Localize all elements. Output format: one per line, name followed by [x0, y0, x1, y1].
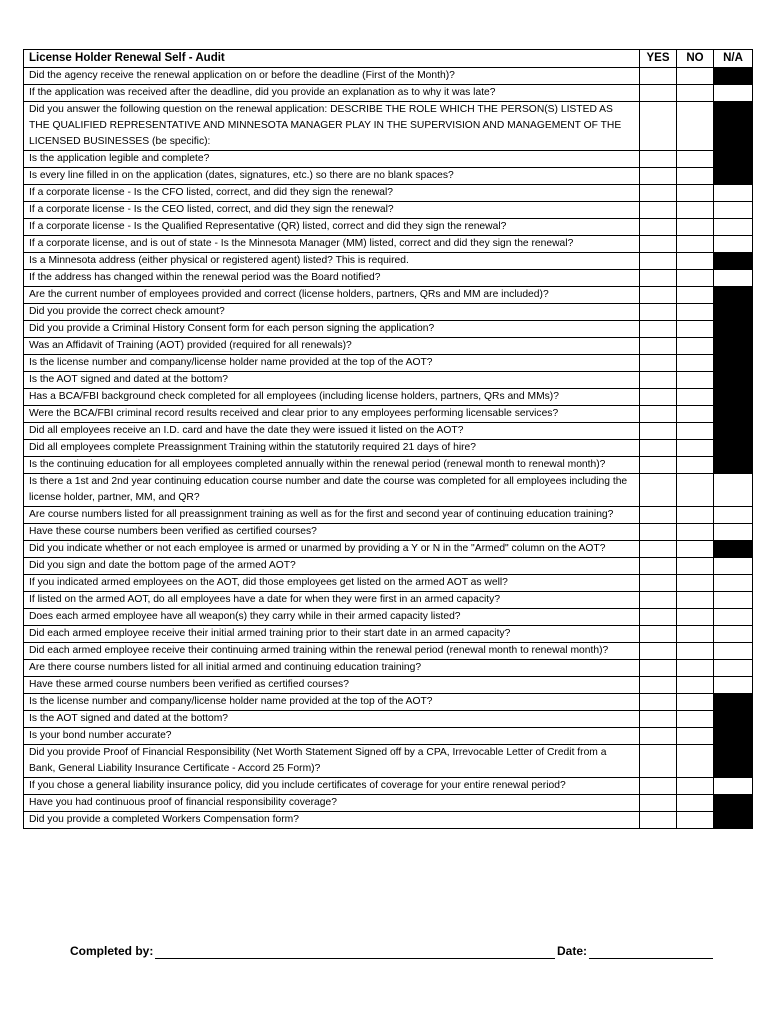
no-answer-cell[interactable] — [677, 558, 714, 575]
audit-questions — [24, 68, 753, 829]
na-answer-cell[interactable] — [714, 524, 753, 541]
no-answer-cell[interactable] — [677, 185, 714, 202]
na-answer-cell — [714, 795, 753, 812]
yes-answer-cell[interactable] — [640, 102, 677, 151]
yes-column-header: YES — [640, 50, 677, 68]
table-row — [24, 219, 753, 236]
no-answer-cell[interactable] — [677, 643, 714, 660]
question-text: If a corporate license - Is the CFO listed, correct, and did they sign the renewal? — [24, 185, 640, 202]
yes-answer-cell[interactable] — [640, 406, 677, 423]
no-answer-cell[interactable] — [677, 304, 714, 321]
table-row — [24, 389, 753, 406]
table-row — [24, 168, 753, 185]
yes-answer-cell[interactable] — [640, 474, 677, 507]
question-text: Did you provide the correct check amount? — [24, 304, 640, 321]
na-answer-cell — [714, 287, 753, 304]
table-row — [24, 660, 753, 677]
question-text: Is the continuing education for all employees completed annually within the renewal period (renewal month to renewal month)? — [24, 457, 640, 474]
table-row — [24, 304, 753, 321]
yes-answer-cell[interactable] — [640, 219, 677, 236]
yes-answer-cell[interactable] — [640, 338, 677, 355]
na-answer-cell — [714, 253, 753, 270]
table-row — [24, 609, 753, 626]
yes-answer-cell[interactable] — [640, 168, 677, 185]
na-answer-cell — [714, 304, 753, 321]
question-text: Did each armed employee receive their initial armed training prior to their start date in an armed capacity? — [24, 626, 640, 643]
na-answer-cell — [714, 745, 753, 778]
table-row — [24, 711, 753, 728]
table-row — [24, 151, 753, 168]
question-text: Have these armed course numbers been verified as certified courses? — [24, 677, 640, 694]
no-answer-cell[interactable] — [677, 236, 714, 253]
na-answer-cell — [714, 321, 753, 338]
question-text: If the application was received after the deadline, did you provide an explanation as to why it was late? — [24, 85, 640, 102]
yes-answer-cell[interactable] — [640, 253, 677, 270]
question-text: Did the agency receive the renewal application on or before the deadline (First of the Month)? — [24, 68, 640, 85]
no-answer-cell[interactable] — [677, 102, 714, 151]
table-row — [24, 643, 753, 660]
yes-answer-cell[interactable] — [640, 304, 677, 321]
yes-answer-cell[interactable] — [640, 694, 677, 711]
yes-answer-cell[interactable] — [640, 321, 677, 338]
na-answer-cell[interactable] — [714, 626, 753, 643]
table-row — [24, 338, 753, 355]
table-row — [24, 85, 753, 102]
yes-answer-cell[interactable] — [640, 626, 677, 643]
table-row — [24, 694, 753, 711]
no-answer-cell[interactable] — [677, 151, 714, 168]
table-row — [24, 321, 753, 338]
question-text: Did you answer the following question on the renewal application: DESCRIBE THE ROLE WHICH THE PERSON(S) LISTED AS THE QUALIFIED REPRESENTATIVE AND MINNESOTA MANAGER PLAY IN THE SUPERVISION AND MANAGEMENT OF THE LICENSED BUSINESSES (be specific): — [24, 102, 640, 151]
date-line[interactable] — [589, 944, 713, 959]
table-row — [24, 524, 753, 541]
table-row — [24, 440, 753, 457]
na-answer-cell — [714, 151, 753, 168]
yes-answer-cell[interactable] — [640, 812, 677, 829]
na-answer-cell[interactable] — [714, 236, 753, 253]
question-text: If a corporate license - Is the CEO listed, correct, and did they sign the renewal? — [24, 202, 640, 219]
question-text: Does each armed employee have all weapon(s) they carry while in their armed capacity listed? — [24, 609, 640, 626]
no-answer-cell[interactable] — [677, 694, 714, 711]
question-text: Have these course numbers been verified as certified courses? — [24, 524, 640, 541]
yes-answer-cell[interactable] — [640, 372, 677, 389]
na-answer-cell[interactable] — [714, 185, 753, 202]
question-text: Did each armed employee receive their continuing armed training within the renewal period (renewal month to renewal month)? — [24, 643, 640, 660]
no-answer-cell[interactable] — [677, 609, 714, 626]
question-text: Is your bond number accurate? — [24, 728, 640, 745]
question-text: Are the current number of employees provided and correct (license holders, partners, QRs and MM are included)? — [24, 287, 640, 304]
yes-answer-cell[interactable] — [640, 524, 677, 541]
table-row — [24, 812, 753, 829]
no-answer-cell[interactable] — [677, 745, 714, 778]
na-answer-cell — [714, 389, 753, 406]
na-answer-cell[interactable] — [714, 592, 753, 609]
question-text: Is every line filled in on the application (dates, signatures, etc.) so there are no blank spaces? — [24, 168, 640, 185]
yes-answer-cell[interactable] — [640, 355, 677, 372]
no-answer-cell[interactable] — [677, 728, 714, 745]
na-column-header: N/A — [714, 50, 753, 68]
table-row — [24, 778, 753, 795]
na-answer-cell[interactable] — [714, 575, 753, 592]
na-answer-cell — [714, 440, 753, 457]
yes-answer-cell[interactable] — [640, 287, 677, 304]
table-row — [24, 795, 753, 812]
question-text: Did all employees complete Preassignment Training within the statutorily required 21 days of hire? — [24, 440, 640, 457]
table-row — [24, 677, 753, 694]
question-text: Was an Affidavit of Training (AOT) provided (required for all renewals)? — [24, 338, 640, 355]
question-text: If you chose a general liability insurance policy, did you include certificates of coverage for your entire renewal period? — [24, 778, 640, 795]
yes-answer-cell[interactable] — [640, 423, 677, 440]
yes-answer-cell[interactable] — [640, 609, 677, 626]
yes-answer-cell[interactable] — [640, 440, 677, 457]
question-text: If you indicated armed employees on the AOT, did those employees get listed on the armed AOT as well? — [24, 575, 640, 592]
yes-answer-cell[interactable] — [640, 507, 677, 524]
question-text: Did all employees receive an I.D. card and have the date they were issued it listed on the AOT? — [24, 423, 640, 440]
no-answer-cell[interactable] — [677, 677, 714, 694]
no-answer-cell[interactable] — [677, 372, 714, 389]
yes-answer-cell[interactable] — [640, 457, 677, 474]
date-label: Date: — [557, 944, 588, 958]
no-answer-cell[interactable] — [677, 795, 714, 812]
na-answer-cell[interactable] — [714, 474, 753, 507]
no-answer-cell[interactable] — [677, 423, 714, 440]
date-field — [557, 943, 713, 959]
yes-answer-cell[interactable] — [640, 745, 677, 778]
na-answer-cell — [714, 711, 753, 728]
table-row — [24, 372, 753, 389]
na-answer-cell[interactable] — [714, 677, 753, 694]
yes-answer-cell[interactable] — [640, 558, 677, 575]
na-answer-cell[interactable] — [714, 660, 753, 677]
no-answer-cell[interactable] — [677, 338, 714, 355]
yes-answer-cell[interactable] — [640, 270, 677, 287]
yes-answer-cell[interactable] — [640, 236, 677, 253]
yes-answer-cell[interactable] — [640, 389, 677, 406]
question-text: Are course numbers listed for all preassignment training as well as for the first and second year of continuing education training? — [24, 507, 640, 524]
table-row — [24, 728, 753, 745]
no-answer-cell[interactable] — [677, 68, 714, 85]
no-answer-cell[interactable] — [677, 270, 714, 287]
table-row — [24, 406, 753, 423]
table-row — [24, 68, 753, 85]
table-row — [24, 575, 753, 592]
na-answer-cell — [714, 406, 753, 423]
question-text: Did you provide a Criminal History Consent form for each person signing the application? — [24, 321, 640, 338]
na-answer-cell[interactable] — [714, 219, 753, 236]
na-answer-cell[interactable] — [714, 643, 753, 660]
yes-answer-cell[interactable] — [640, 85, 677, 102]
question-text: Is the license number and company/license holder name provided at the top of the AOT? — [24, 694, 640, 711]
no-answer-cell[interactable] — [677, 287, 714, 304]
table-row — [24, 355, 753, 372]
table-title: License Holder Renewal Self - Audit — [24, 50, 640, 68]
no-answer-cell[interactable] — [677, 253, 714, 270]
no-answer-cell[interactable] — [677, 85, 714, 102]
no-answer-cell[interactable] — [677, 219, 714, 236]
no-answer-cell[interactable] — [677, 575, 714, 592]
na-answer-cell[interactable] — [714, 558, 753, 575]
yes-answer-cell[interactable] — [640, 660, 677, 677]
self-audit-table — [23, 49, 753, 829]
question-text: Did you provide Proof of Financial Responsibility (Net Worth Statement Signed off by a CPA, Irrevocable Letter of Credit from a Bank, General Liability Insurance Certificate - Accord 25 Form)? — [24, 745, 640, 778]
question-text: Did you provide a completed Workers Compensation form? — [24, 812, 640, 829]
no-answer-cell[interactable] — [677, 626, 714, 643]
no-answer-cell[interactable] — [677, 202, 714, 219]
no-answer-cell[interactable] — [677, 541, 714, 558]
table-row — [24, 202, 753, 219]
table-row — [24, 423, 753, 440]
yes-answer-cell[interactable] — [640, 728, 677, 745]
yes-answer-cell[interactable] — [640, 185, 677, 202]
no-answer-cell[interactable] — [677, 389, 714, 406]
question-text: Is a Minnesota address (either physical or registered agent) listed? This is required. — [24, 253, 640, 270]
yes-answer-cell[interactable] — [640, 575, 677, 592]
yes-answer-cell[interactable] — [640, 541, 677, 558]
completed-by-signature-line[interactable] — [155, 944, 555, 959]
na-answer-cell — [714, 168, 753, 185]
na-answer-cell — [714, 728, 753, 745]
question-text: Is the application legible and complete? — [24, 151, 640, 168]
question-text: If listed on the armed AOT, do all employees have a date for when they were first in an armed capacity? — [24, 592, 640, 609]
na-answer-cell — [714, 423, 753, 440]
na-answer-cell — [714, 372, 753, 389]
table-row — [24, 592, 753, 609]
na-answer-cell[interactable] — [714, 202, 753, 219]
na-answer-cell — [714, 541, 753, 558]
no-column-header: NO — [677, 50, 714, 68]
table-row — [24, 507, 753, 524]
yes-answer-cell[interactable] — [640, 795, 677, 812]
no-answer-cell[interactable] — [677, 355, 714, 372]
na-answer-cell[interactable] — [714, 270, 753, 287]
table-header-row — [24, 50, 753, 68]
na-answer-cell[interactable] — [714, 85, 753, 102]
completed-by-field — [70, 943, 555, 959]
completed-by-label: Completed by: — [70, 944, 154, 958]
question-text: Did you sign and date the bottom page of the armed AOT? — [24, 558, 640, 575]
no-answer-cell[interactable] — [677, 524, 714, 541]
table-row — [24, 253, 753, 270]
question-text: Has a BCA/FBI background check completed for all employees (including license holders, partners, QRs and MMs)? — [24, 389, 640, 406]
no-answer-cell[interactable] — [677, 440, 714, 457]
yes-answer-cell[interactable] — [640, 592, 677, 609]
no-answer-cell[interactable] — [677, 406, 714, 423]
question-text: If a corporate license - Is the Qualified Representative (QR) listed, correct and did they sign the renewal? — [24, 219, 640, 236]
na-answer-cell — [714, 102, 753, 151]
yes-answer-cell[interactable] — [640, 778, 677, 795]
na-answer-cell[interactable] — [714, 609, 753, 626]
na-answer-cell[interactable] — [714, 507, 753, 524]
na-answer-cell[interactable] — [714, 778, 753, 795]
no-answer-cell[interactable] — [677, 507, 714, 524]
question-text: Have you had continuous proof of financial responsibility coverage? — [24, 795, 640, 812]
table-row — [24, 236, 753, 253]
na-answer-cell — [714, 355, 753, 372]
question-text: Were the BCA/FBI criminal record results received and clear prior to any employees performing licensable services? — [24, 406, 640, 423]
table-row — [24, 474, 753, 507]
yes-answer-cell[interactable] — [640, 677, 677, 694]
no-answer-cell[interactable] — [677, 660, 714, 677]
table-row — [24, 270, 753, 287]
na-answer-cell — [714, 68, 753, 85]
table-row — [24, 457, 753, 474]
yes-answer-cell[interactable] — [640, 151, 677, 168]
question-text: Is the license number and company/license holder name provided at the top of the AOT? — [24, 355, 640, 372]
na-answer-cell — [714, 812, 753, 829]
question-text: Are there course numbers listed for all initial armed and continuing education training? — [24, 660, 640, 677]
table-row — [24, 558, 753, 575]
question-text: Is the AOT signed and dated at the bottom? — [24, 372, 640, 389]
no-answer-cell[interactable] — [677, 812, 714, 829]
table-row — [24, 287, 753, 304]
yes-answer-cell[interactable] — [640, 68, 677, 85]
no-answer-cell[interactable] — [677, 457, 714, 474]
yes-answer-cell[interactable] — [640, 711, 677, 728]
na-answer-cell — [714, 338, 753, 355]
table-row — [24, 541, 753, 558]
table-row — [24, 626, 753, 643]
question-text: Did you indicate whether or not each employee is armed or unarmed by providing a Y or N in the "Armed" column on the AOT? — [24, 541, 640, 558]
no-answer-cell[interactable] — [677, 321, 714, 338]
table-row — [24, 745, 753, 778]
no-answer-cell[interactable] — [677, 711, 714, 728]
no-answer-cell[interactable] — [677, 168, 714, 185]
no-answer-cell[interactable] — [677, 474, 714, 507]
na-answer-cell — [714, 694, 753, 711]
table-row — [24, 102, 753, 151]
no-answer-cell[interactable] — [677, 778, 714, 795]
yes-answer-cell[interactable] — [640, 202, 677, 219]
na-answer-cell — [714, 457, 753, 474]
question-text: If a corporate license, and is out of state - Is the Minnesota Manager (MM) listed, correct and did they sign the renewal? — [24, 236, 640, 253]
yes-answer-cell[interactable] — [640, 643, 677, 660]
table-row — [24, 185, 753, 202]
no-answer-cell[interactable] — [677, 592, 714, 609]
question-text: Is the AOT signed and dated at the bottom? — [24, 711, 640, 728]
question-text: If the address has changed within the renewal period was the Board notified? — [24, 270, 640, 287]
question-text: Is there a 1st and 2nd year continuing education course number and date the course was completed for all employees including the license holder, partner, MM, and QR? — [24, 474, 640, 507]
